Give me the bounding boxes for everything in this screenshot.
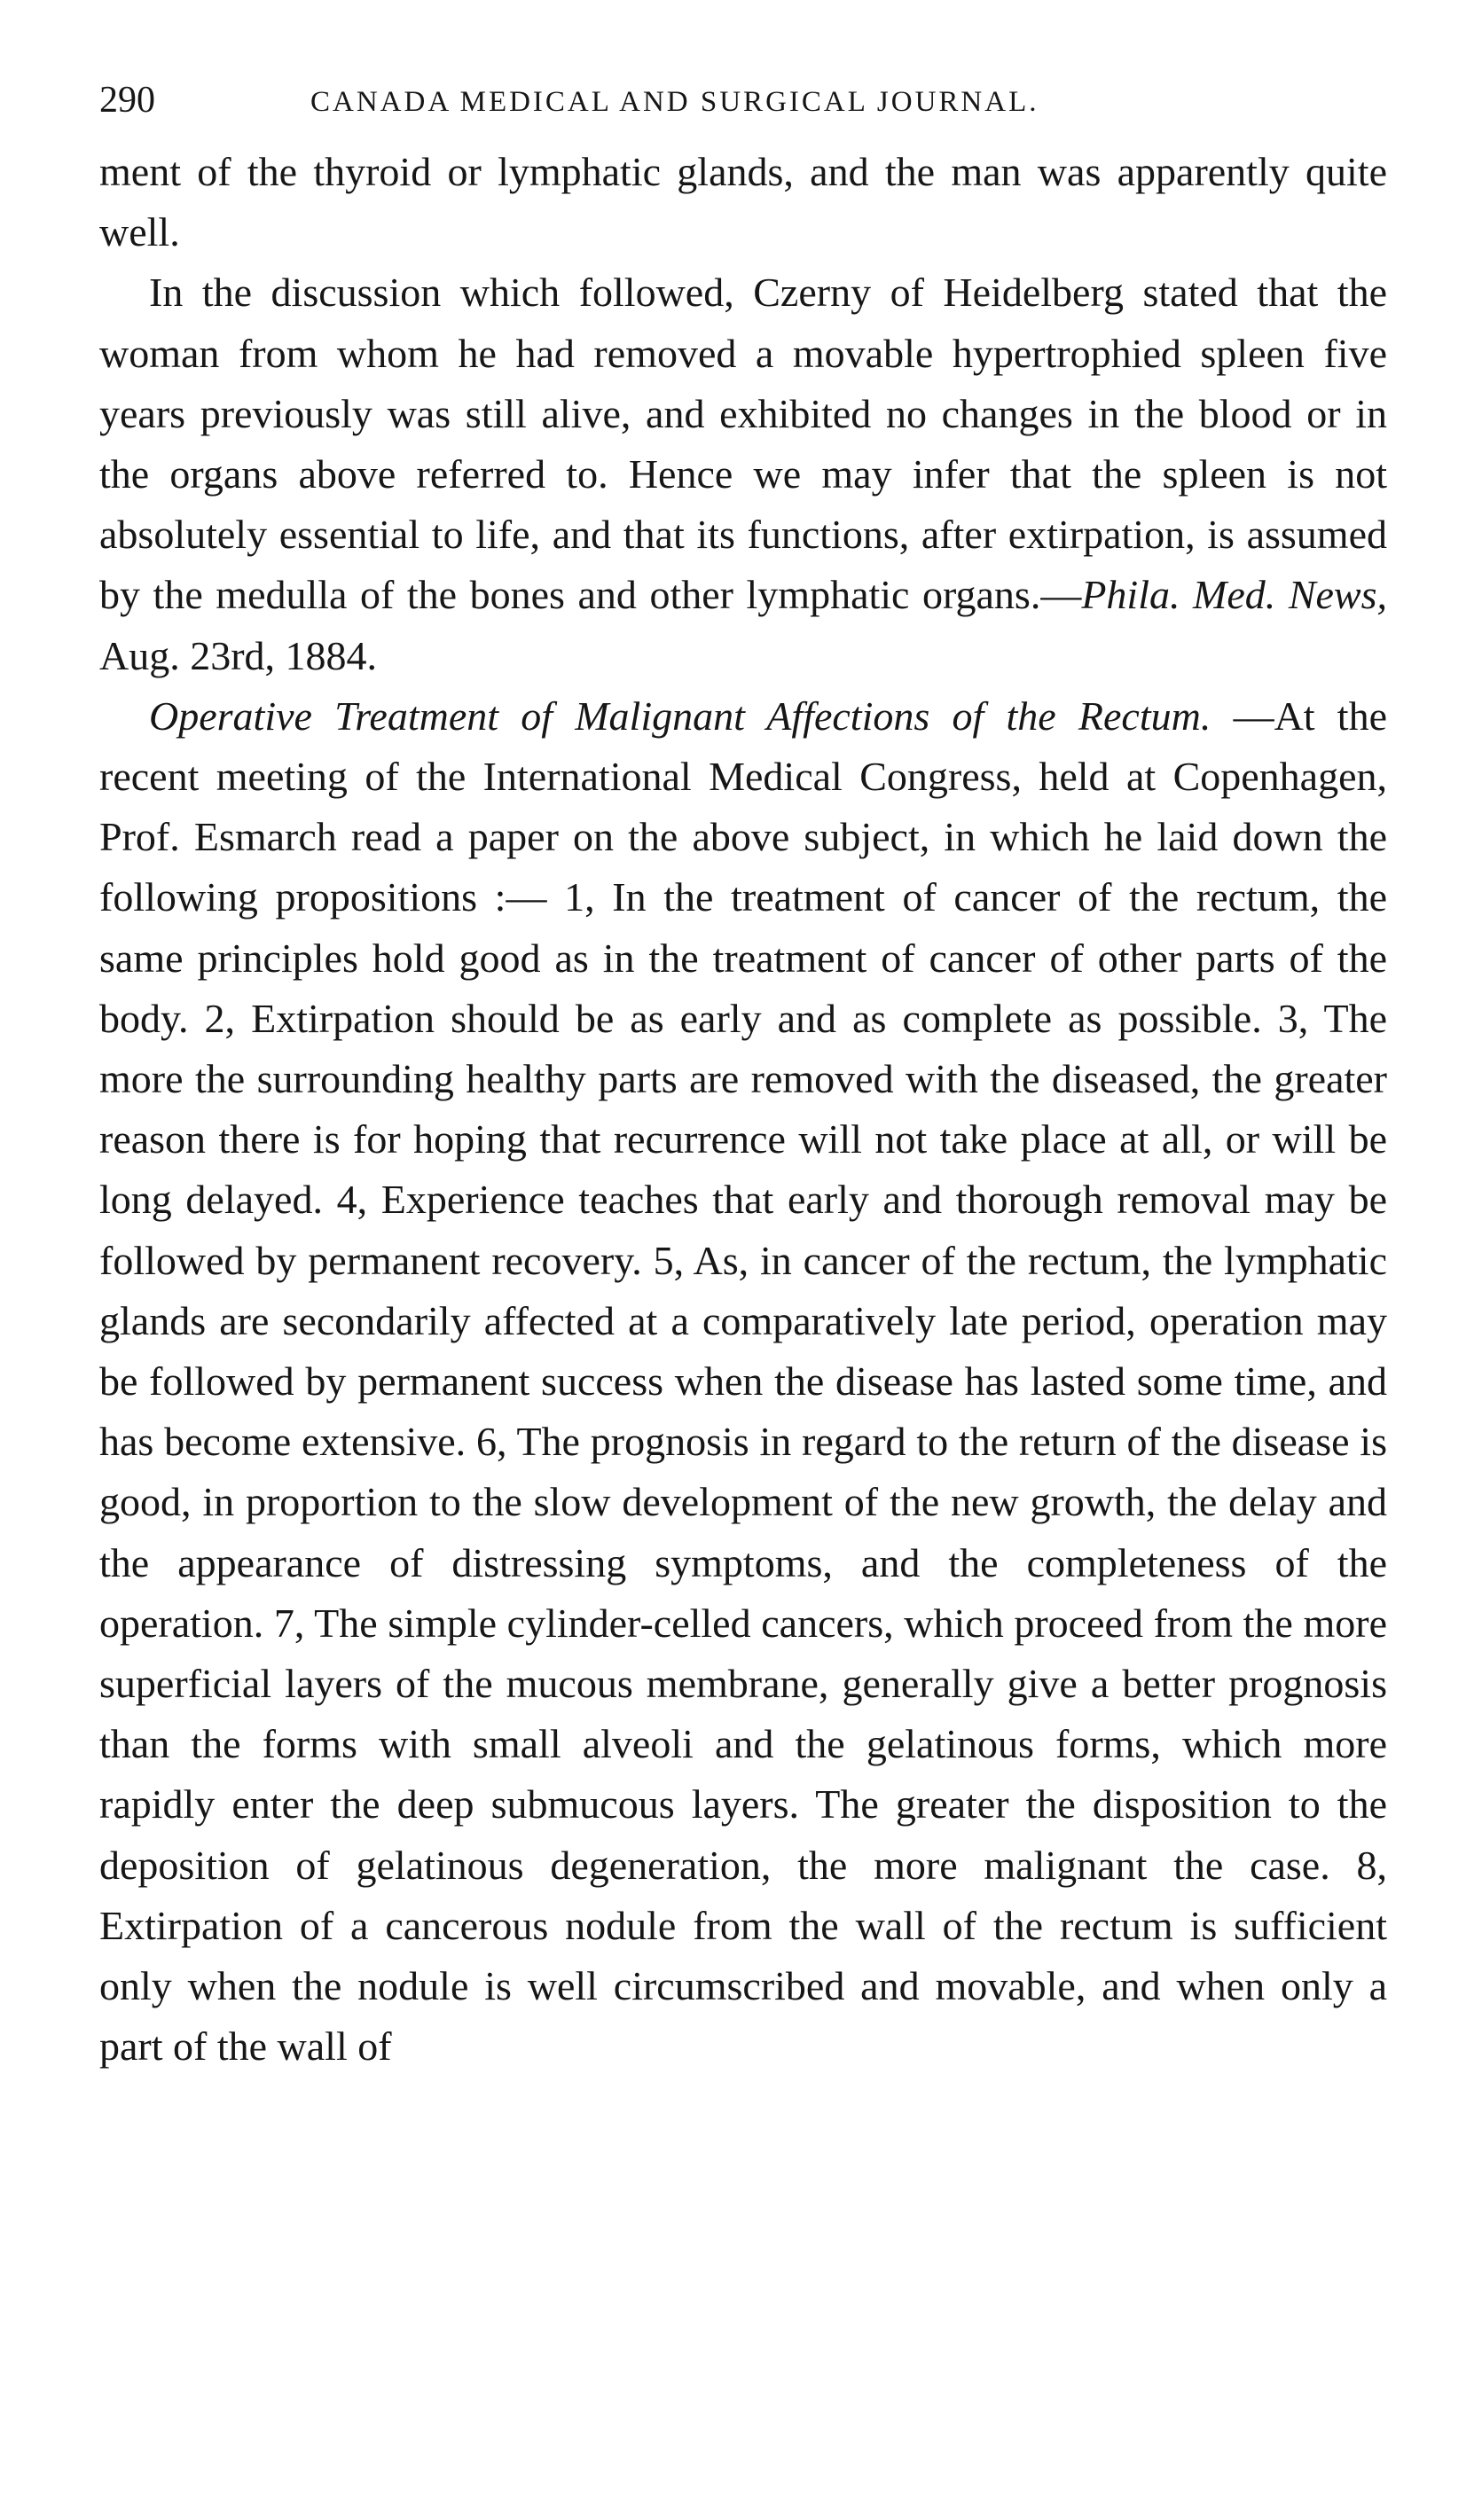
- citation-date: Aug. 23rd, 1884.: [99, 632, 378, 678]
- article-body: [99, 142, 1387, 2078]
- journal-page: [99, 78, 1387, 2078]
- paragraph-czerny: [99, 262, 1387, 685]
- paragraph-esmarch: —At the recent meeting of the International Medical Congress, held at Copenhagen, Prof. Esmarch read a paper on the above subject, in which he laid down the following propositions :— 1, In the treatment of cancer of the rectum, the same principles hold good as in the treatment of cancer of other parts of the body. 2, Extirpation should be as early and as complete as possible. 3, The more the surrounding healthy parts are removed with the diseased, the greater reason there is for hoping that recurrence will not take place at all, or will be long delayed. 4, Experience teaches that early and thorough removal may be followed by permanent recovery. 5, As, in cancer of the rectum, the lymphatic glands are secondarily affected at a comparatively late period, operation may be followed by permanent success when the disease has lasted some time, and has become extensive. 6, The prognosis in regard to the return of the disease is good, in proportion to the slow development of the new growth, the delay and the appearance of distressing symptoms, and the completeness of the operation. 7, The simple cylinder-celled cancers, which proceed from the more superficial layers of the mucous membrane, generally give a better prognosis than the forms with small alveoli and the gelatinous forms, which more rapidly enter the deep submucous layers. The greater the disposition to the deposition of gelatinous degeneration, the more malignant the case. 8, Extirpation of a cancerous nodule from the wall of the rectum is sufficient only when the nodule is well circumscribed and movable, and when only a part of the wall of: [99, 693, 1388, 2070]
- paragraph-continued: ment of the thyroid or lymphatic glands, and the man was apparently quite well.: [99, 149, 1387, 255]
- section-heading: Operative Treatment of Malignant Affections of the Rectum.: [149, 693, 1211, 739]
- journal-title: CANADA MEDICAL AND SURGICAL JOURNAL.: [310, 86, 1039, 118]
- section-heading-paragraph: [99, 686, 1387, 2078]
- running-header: [99, 78, 1387, 142]
- citation-source: Phila. Med. News,: [1081, 572, 1387, 618]
- page-number: 290: [99, 80, 155, 121]
- paragraph-czerny-text: In the discussion which followed, Czerny of Heidelberg stated that the woman from whom he had removed a movable hypertrophied spleen five years previously was still alive, and exhibited no changes in the blood or in the organs above referred to. Hence we may infer that the spleen is not absolutely essential to life, and that its functions, after extirpation, is assumed by the medulla of the bones and other lymphatic organs.—: [99, 270, 1387, 618]
